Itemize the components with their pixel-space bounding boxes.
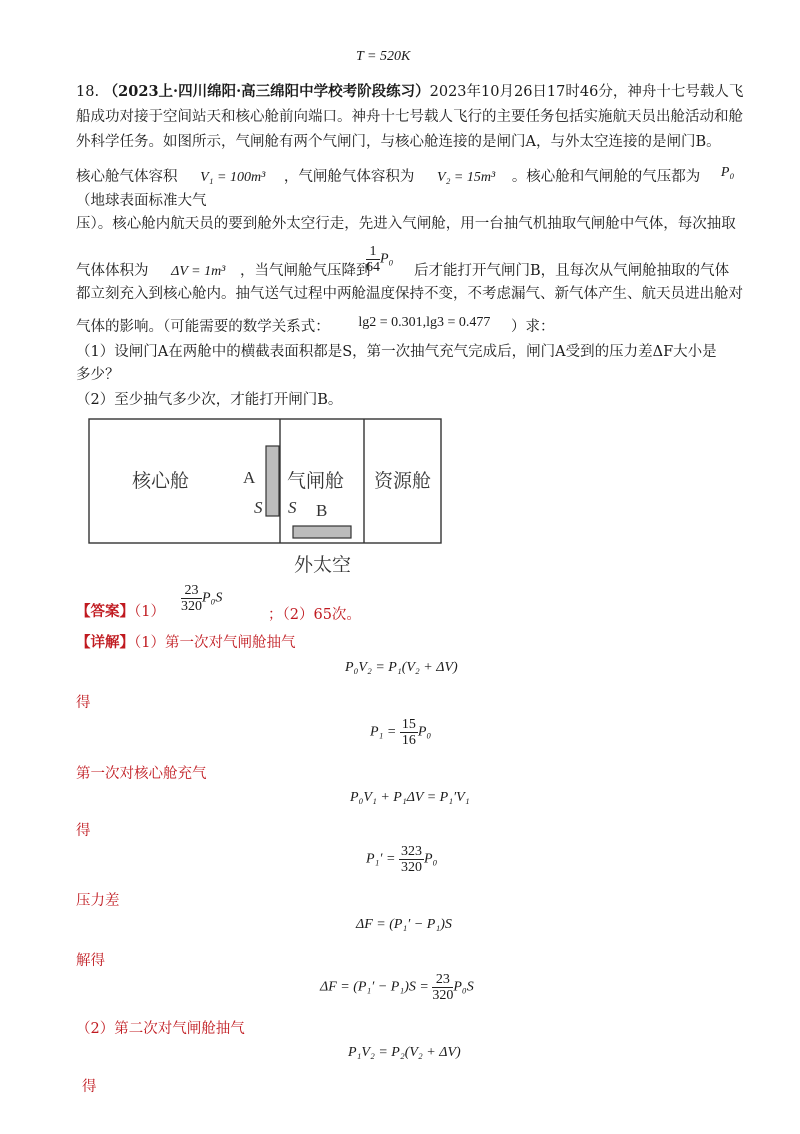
formula-v2: V₂ = 15m³ [437,170,496,185]
label-core-module: 核心舱 [132,470,190,492]
answer-part2: ；（2）65次。 [268,607,361,623]
problem-line-3: 外科学任务。如图所示，气闸舱有两个气闸门，与核心舱连接的是闸门A，与外太空连接的是闸门B。 [76,134,721,150]
label-resource-module: 资源舱 [374,470,432,492]
airlock-figure [88,418,442,544]
problem-line-7c: 后才能打开气闸门B，且每次从气闸舱抽取的气体 [414,263,730,279]
eq6-numerator: 23 [432,972,453,988]
label-airlock-module: 气闸舱 [287,470,345,492]
problem-line-9 [76,316,555,339]
answer-numerator: 23 [181,583,202,599]
answer-formula [181,583,222,614]
solution-step1-text: （1）第一次对气闸舱抽气 [134,635,296,651]
eq2-denominator: 16 [401,733,416,748]
fraction-numerator: 1 [366,244,380,260]
formula-v1: V₁ = 100m³ [200,170,266,185]
answer-tag: 【答案】 [76,603,134,620]
equation-4 [366,844,437,875]
fraction-denominator: 64 [366,260,380,275]
solution-step-1 [76,632,295,654]
problem-number: 18. [76,84,100,100]
equation-3: P₀V₁ + P₁ΔV = P₁′V₁ [350,790,470,805]
problem-line-4 [76,166,734,189]
door-a-shape [266,446,279,516]
formula-p0: P₀ [720,165,735,180]
solution-step-2: 第一次对核心舱充气 [76,766,207,782]
eq4-numerator: 323 [400,844,422,859]
problem-line-5: （地球表面标准大气 [76,193,207,209]
formula-logs: lg2 = 0.301,lg3 = 0.477 [358,315,491,330]
label-s-left: S [254,498,263,517]
solution-step-3: 压力差 [76,893,120,909]
text-math-hint: 气体的影响。（可能需要的数学关系式： [76,319,330,335]
solution-step-4: 解得 [76,953,105,969]
eq6-tail: P₀S [453,979,474,995]
formula-dv: ΔV = 1m³ [171,264,226,279]
problem-line-2: 船成功对接于空间站天和核心舱前向端口。神舟十七号载人飞行的主要任务包括实施航天员出舱活动和舱 [76,109,743,125]
text-airlock-volume: ，气闸舱气体容积为 [283,169,415,185]
problem-line-7 [76,260,371,283]
solution-de-3: 得 [82,1079,97,1095]
eq4-lhs: P₁′ = [366,851,396,867]
question-1: （1）设闸门A在两舱中的横截表面积都是S，第一次抽气充气完成后，闸门A受到的压力差ΔF大小是 [76,344,717,360]
formula-threshold-fraction [366,244,393,275]
solution-tag: 【详解】 [76,634,134,651]
question-1-cont: 多少？ [76,367,120,383]
label-door-b: B [316,501,328,520]
fraction-p0: P₀ [380,251,394,267]
problem-line-1 [76,81,743,103]
problem-line-8: 都立刻充入到核心舱内。抽气送气过程中两舱温度保持不变，不考虑漏气、新气体产生、航天员进出舱对 [76,286,743,302]
eq6-lhs: ΔF = (P₁′ − P₁)S = [320,979,429,995]
equation-6 [320,972,474,1003]
answer-line [76,601,165,623]
label-s-right: S [288,498,297,517]
equation-7: P₁V₂ = P₂(V₂ + ΔV) [348,1045,461,1060]
door-b-shape [293,526,351,538]
eq2-numerator: 15 [401,717,416,732]
solution-de-2: 得 [76,823,91,839]
problem-source: （2023上·四川绵阳·高三绵阳中学校考阶段练习） [103,83,430,100]
problem-intro: 2023年10月26日17时46分，神舟十七号载人飞 [429,84,744,100]
equation-5: ΔF = (P₁′ − P₁)S [356,917,452,932]
eq2-tail: P₀ [417,724,432,740]
previous-result: T = 520K [356,49,411,64]
equation-2 [370,717,431,748]
text-core-volume: 核心舱气体容积 [76,169,178,185]
label-outer-space: 外太空 [294,554,352,576]
eq4-tail: P₀ [423,851,438,867]
answer-tail: P₀S [202,590,223,606]
equation-1: P₀V₂ = P₁(V₂ + ΔV) [345,660,458,675]
solution-de-1: 得 [76,695,91,711]
eq4-denominator: 320 [400,860,422,875]
eq2-lhs: P₁ = [370,724,397,740]
answer-part1: （1） [134,604,165,620]
problem-line-6: 压）。核心舱内航天员的要到舱外太空行走，先进入气闸舱，用一台抽气机抽取气闸舱中气体，每次抽取 [76,216,736,232]
question-2: （2）至少抽气多少次，才能打开闸门B。 [76,392,343,408]
text-extract-volume: 气体体积为 [76,263,149,279]
solution-step-5: （2）第二次对气闸舱抽气 [76,1021,245,1037]
text-pressure: 。核心舱和气闸舱的气压都为 [511,169,701,185]
text-threshold: ，当气闸舱气压降到 [240,263,371,279]
label-door-a: A [243,468,256,487]
answer-denominator: 320 [181,599,202,614]
text-ask: ）求： [511,319,555,335]
eq6-denominator: 320 [432,988,454,1003]
